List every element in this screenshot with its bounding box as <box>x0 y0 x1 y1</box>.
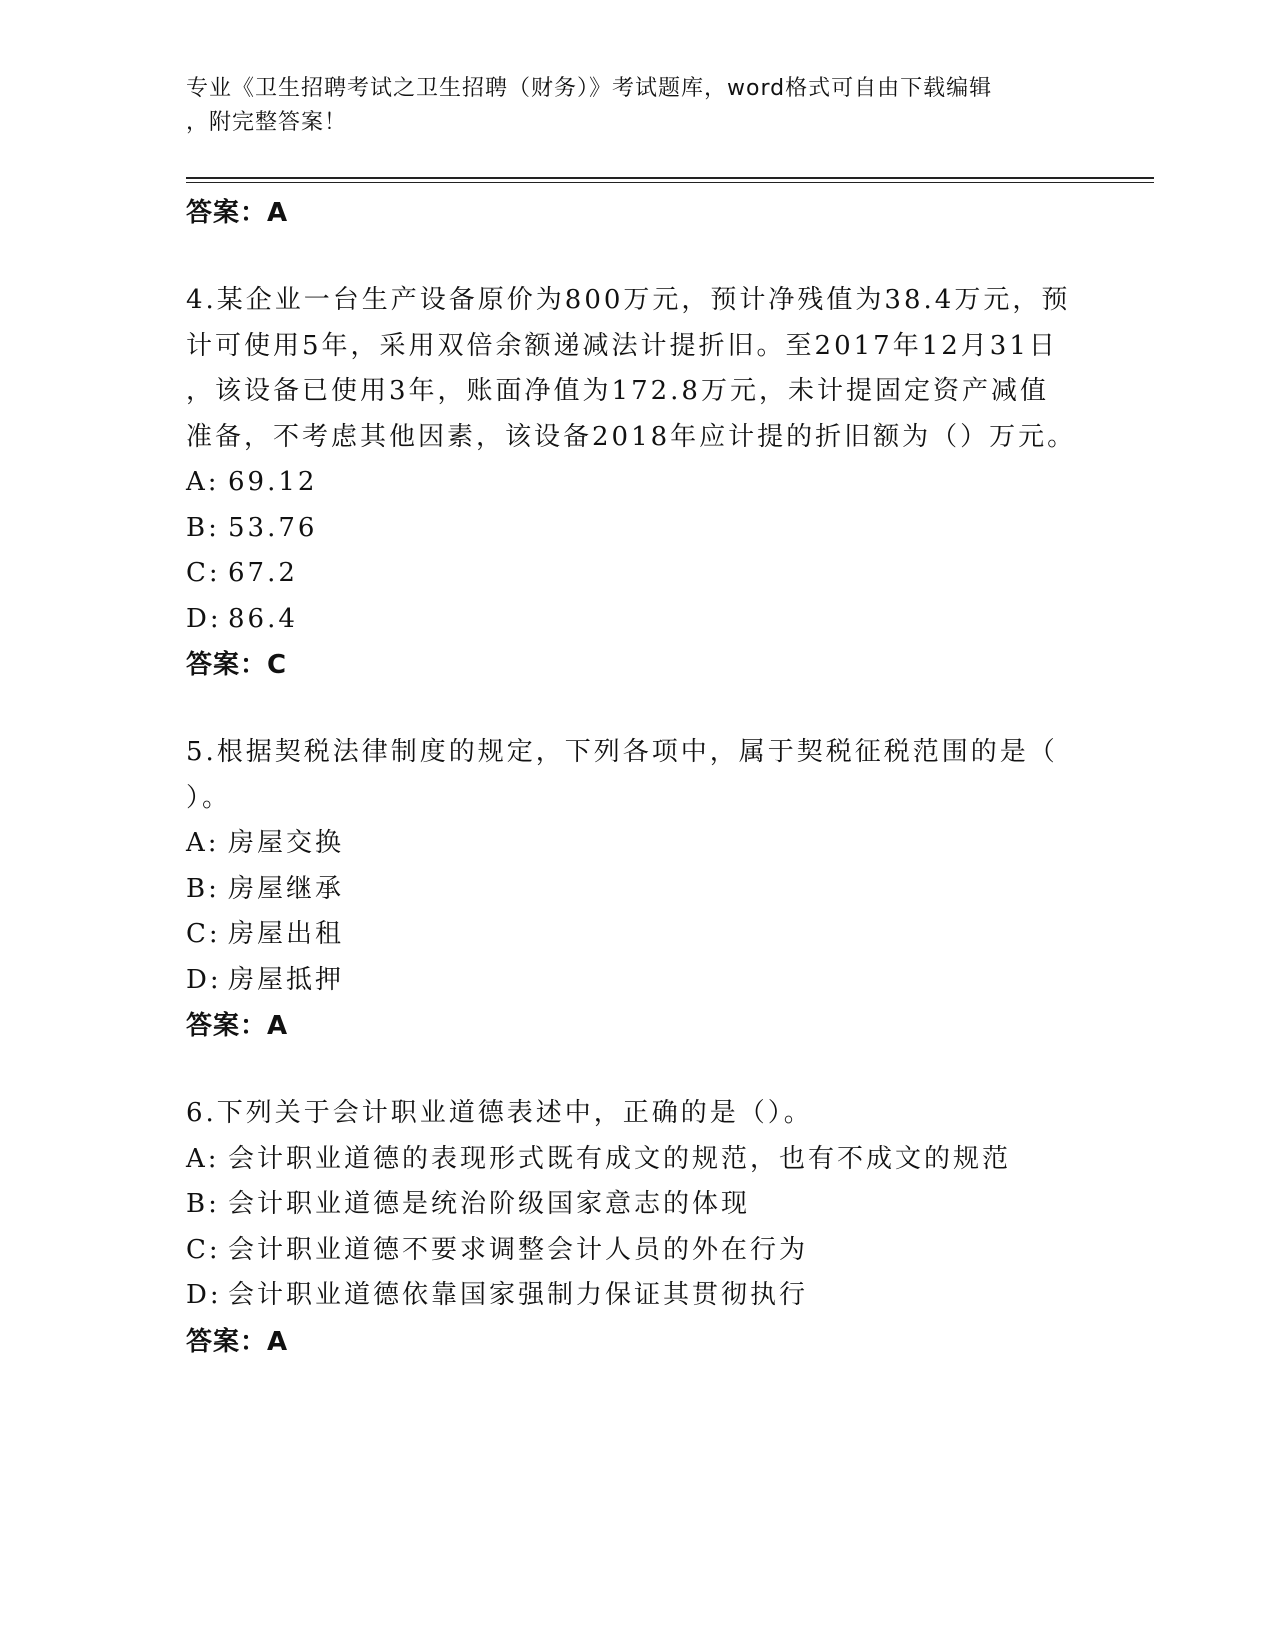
option-letter: C: <box>186 1234 221 1265</box>
answer-line: 答案：A <box>186 198 289 228</box>
option-b <box>186 867 1086 913</box>
stem-line: 5.根据契税法律制度的规定，下列各项中，属于契税征税范围的是（ <box>186 737 1058 767</box>
question-stem <box>186 1091 1086 1137</box>
option-letter: A: <box>186 828 220 858</box>
option-letter: D: <box>186 603 222 634</box>
stem-line: 4.某企业一台生产设备原价为800万元，预计净残值为38.4万元，预 <box>186 285 1071 315</box>
stem-line: 准备，不考虑其他因素，该设备2018年应计提的折旧额为（）万元。 <box>186 421 1077 452</box>
question-4 <box>186 278 1086 688</box>
answer-line: 答案：C <box>186 650 288 680</box>
header-divider-thin <box>186 182 1154 183</box>
stem-line: 计可使用5年，采用双倍余额递减法计提折旧。至2017年12月31日 <box>186 330 1058 361</box>
stem-line: ）。 <box>186 782 232 813</box>
stem-line: ，该设备已使用3年，账面净值为172.8万元，未计提固定资产减值 <box>186 376 1049 406</box>
option-letter: B: <box>186 873 220 904</box>
question-stem <box>186 730 1086 821</box>
option-text: 房屋继承 <box>228 873 345 904</box>
option-text: 房屋出租 <box>228 919 345 949</box>
option-text: 会计职业道德依靠国家强制力保证其贯彻执行 <box>228 1280 809 1310</box>
option-d <box>186 597 1086 643</box>
option-letter: A: <box>186 1143 220 1174</box>
option-text: 会计职业道德的表现形式既有成文的规范，也有不成文的规范 <box>228 1143 1012 1174</box>
header-line-2: ，附完整答案！ <box>186 110 348 135</box>
answer-line: 答案：A <box>186 1011 289 1041</box>
option-text: 会计职业道德是统治阶级国家意志的体现 <box>228 1189 751 1219</box>
document-body <box>186 190 1086 1365</box>
header-line-1: 专业《卫生招聘考试之卫生招聘（财务）》考试题库，word格式可自由下载编辑 <box>186 76 993 101</box>
question-stem <box>186 278 1086 460</box>
option-text: 53.76 <box>228 512 318 543</box>
question-6 <box>186 1091 1086 1365</box>
option-text: 会计职业道德不要求调整会计人员的外在行为 <box>228 1234 809 1265</box>
option-b <box>186 1182 1086 1228</box>
option-c <box>186 1228 1086 1274</box>
option-a <box>186 821 1086 867</box>
option-d <box>186 958 1086 1004</box>
option-c <box>186 551 1086 597</box>
option-d <box>186 1273 1086 1319</box>
answer-line: 答案：A <box>186 1326 289 1357</box>
option-letter: C: <box>186 919 221 949</box>
option-a <box>186 460 1086 506</box>
option-letter: A: <box>186 467 220 497</box>
option-letter: C: <box>186 558 221 588</box>
option-c <box>186 912 1086 958</box>
option-text: 86.4 <box>228 603 298 634</box>
stem-line: 6.下列关于会计职业道德表述中，正确的是（）。 <box>186 1098 813 1128</box>
option-text: 69.12 <box>228 467 318 497</box>
option-text: 房屋交换 <box>228 828 345 858</box>
option-letter: D: <box>186 964 222 995</box>
option-text: 房屋抵押 <box>228 964 345 995</box>
option-a <box>186 1137 1086 1183</box>
header-divider-thick <box>186 177 1154 179</box>
option-text: 67.2 <box>228 558 298 588</box>
option-letter: D: <box>186 1280 222 1310</box>
question-5 <box>186 730 1086 1049</box>
option-letter: B: <box>186 1189 220 1219</box>
document-header <box>186 72 1086 140</box>
option-b <box>186 506 1086 552</box>
option-letter: B: <box>186 512 220 543</box>
